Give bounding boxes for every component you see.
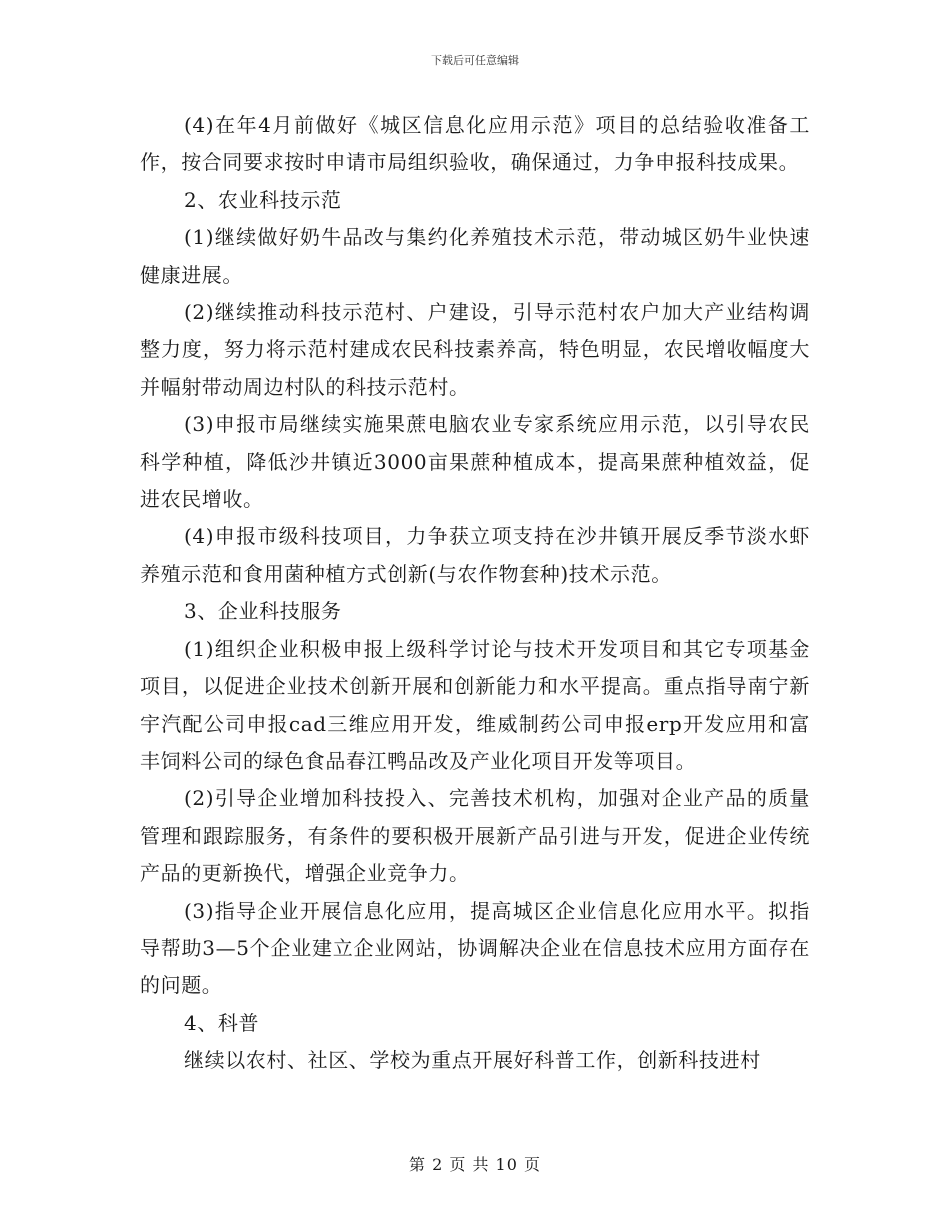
page-footer: 第 2 页 共 10 页 <box>409 1155 541 1174</box>
section-heading-science-popularization: 4、科普 <box>184 1010 260 1035</box>
page-header: 下载后可任意编辑 <box>431 54 519 67</box>
paragraph: (2)继续推动科技示范村、户建设，引导示范村农户加大产业结构调整力度，努力将示范村建成农民科技素养高，特色明显，农民增收幅度大并幅射带动周边村队的科技示范村。 <box>140 300 810 399</box>
paragraph: (4)在年4月前做好《城区信息化应用示范》项目的总结验收准备工作，按合同要求按时申请市局组织验收，确保通过，力争申报科技成果。 <box>140 113 810 175</box>
section-heading-agriculture: 2、农业科技示范 <box>184 187 342 212</box>
section-heading-enterprise: 3、企业科技服务 <box>184 599 342 624</box>
paragraph: (3)申报市局继续实施果蔗电脑农业专家系统应用示范，以引导农民科学种植，降低沙井镇近3000亩果蔗种植成本，提高果蔗种植效益，促进农民增收。 <box>140 412 810 512</box>
paragraph: (3)指导企业开展信息化应用，提高城区企业信息化应用水平。拟指导帮助3—5个企业建立企业网站，协调解决企业在信息技术应用方面存在的问题。 <box>140 898 810 998</box>
paragraph: (4)申报市级科技项目，力争获立项支持在沙井镇开展反季节淡水虾养殖示范和食用菌种植方式创新(与农作物套种)技术示范。 <box>140 524 810 586</box>
paragraph: (1)继续做好奶牛品改与集约化养殖技术示范，带动城区奶牛业快速健康进展。 <box>140 225 810 287</box>
paragraph: 继续以农村、社区、学校为重点开展好科普工作，创新科技进村 <box>184 1048 761 1073</box>
paragraph: (2)引导企业增加科技投入、完善技术机构，加强对企业产品的质量管理和跟踪服务，有条件的要积极开展新产品引进与开发，促进企业传统产品的更新换代，增强企业竞争力。 <box>140 786 810 886</box>
paragraph: (1)组织企业积极申报上级科学讨论与技术开发项目和其它专项基金项目，以促进企业技术创新开展和创新能力和水平提高。重点指导南宁新宇汽配公司申报cad三维应用开发，维威制药公司申报erp开发应用和富丰饲料公司的绿色食品春江鸭品改及产业化项目开发等项目。 <box>140 636 810 773</box>
document-body <box>140 107 810 1080</box>
